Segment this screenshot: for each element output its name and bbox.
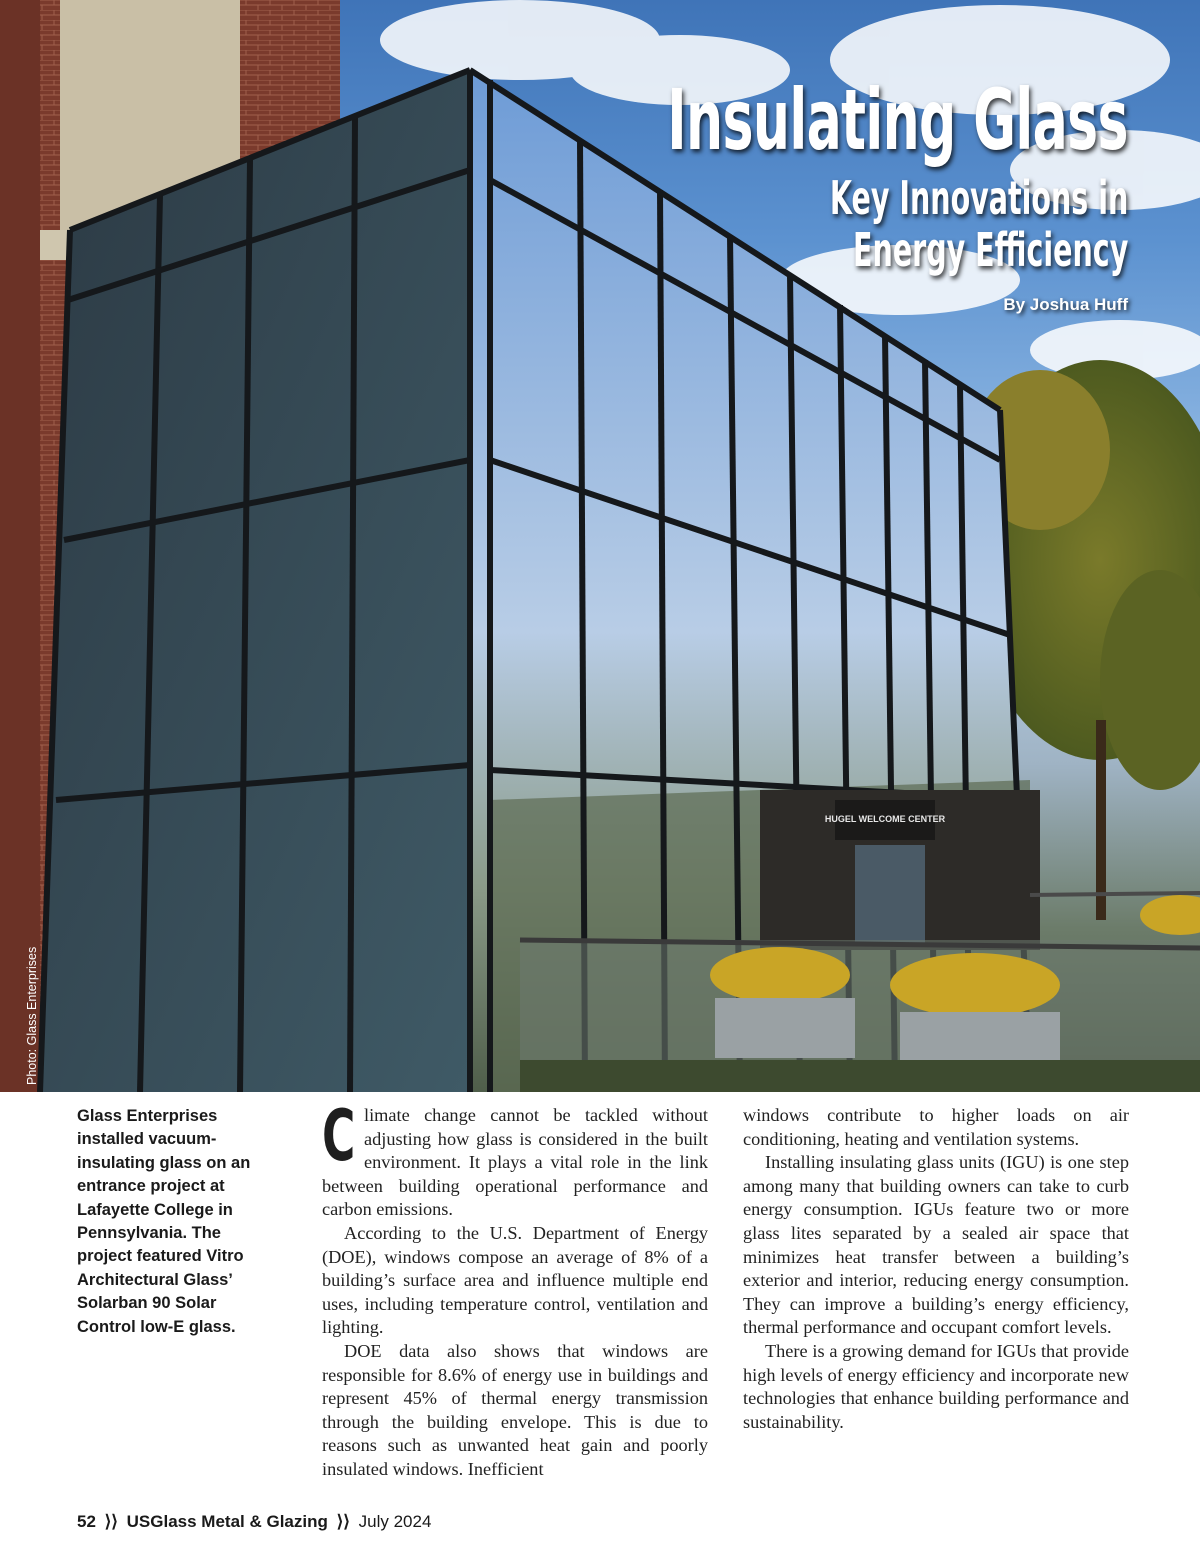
subtitle-line-2: Energy Efficiency: [852, 223, 1128, 277]
paragraph-4: Installing insulating glass units (IGU) is one step among many that building owners can take to curb energy consumption. IGUs feature two or more glass lites separated by a sealed air space that minimizes heat transfer between a building’s exterior and interior, reducing energy consumption. They can improve a building’s energy efficiency, thermal performance and occupant comfort levels.: [743, 1152, 1129, 1338]
paragraph-1-text: limate change cannot be tackled without adjusting how glass is considered in the built environment. It plays a vital role in the link between building operational performance and carbon emissions.: [322, 1105, 708, 1220]
issue-date: July 2024: [358, 1512, 432, 1531]
paragraph-1: [322, 1095, 708, 1222]
paragraph-5: There is a growing demand for IGUs that provide high levels of energy efficiency and incorporate new technologies that enhance building performance and sustainability.: [743, 1340, 1129, 1432]
footer-separator-1: ⟩⟩: [104, 1512, 118, 1531]
article-title: Insulating Glass: [667, 71, 1128, 169]
magazine-name: USGlass Metal & Glazing: [126, 1512, 328, 1531]
paragraph-2: According to the U.S. Department of Energy (DOE), windows compose an average of 8% of a building’s surface area and influence multiple end uses, including temperature control, ventilation and lighting.: [322, 1222, 708, 1338]
welcome-center-sign: HUGEL WELCOME CENTER: [824, 814, 946, 824]
subtitle-line-1: Key Innovations in: [829, 171, 1128, 225]
article-subtitle: [830, 172, 1128, 276]
body-column-1: [322, 1095, 708, 1482]
photo-caption: Glass Enterprises installed vacuum-insulating glass on an entrance project at Lafayette College in Pennsylvania. The project featured Vitro Architectural Glass’ Solarban 90 Solar Control low-E glass.: [77, 1107, 251, 1336]
photo-credit: Photo: Glass Enterprises: [25, 946, 39, 1085]
page-number: 52: [77, 1512, 96, 1531]
page-footer: [77, 1512, 431, 1532]
paragraph-3: DOE data also shows that windows are responsible for 8.6% of energy use in buildings and represent 45% of thermal energy transmission through the building envelope. This is due to reasons such as unwanted heat gain and poorly insulated windows. Inefficient: [322, 1340, 708, 1479]
footer-separator-2: ⟩⟩: [336, 1512, 350, 1531]
byline: By Joshua Huff: [1003, 295, 1128, 314]
entrance-vestibule: [760, 790, 1040, 950]
paragraph-3-continued: windows contribute to higher loads on air conditioning, heating and ventilation systems.: [743, 1105, 1129, 1149]
drop-cap: C: [322, 1095, 356, 1177]
body-column-2: [743, 1104, 1129, 1434]
